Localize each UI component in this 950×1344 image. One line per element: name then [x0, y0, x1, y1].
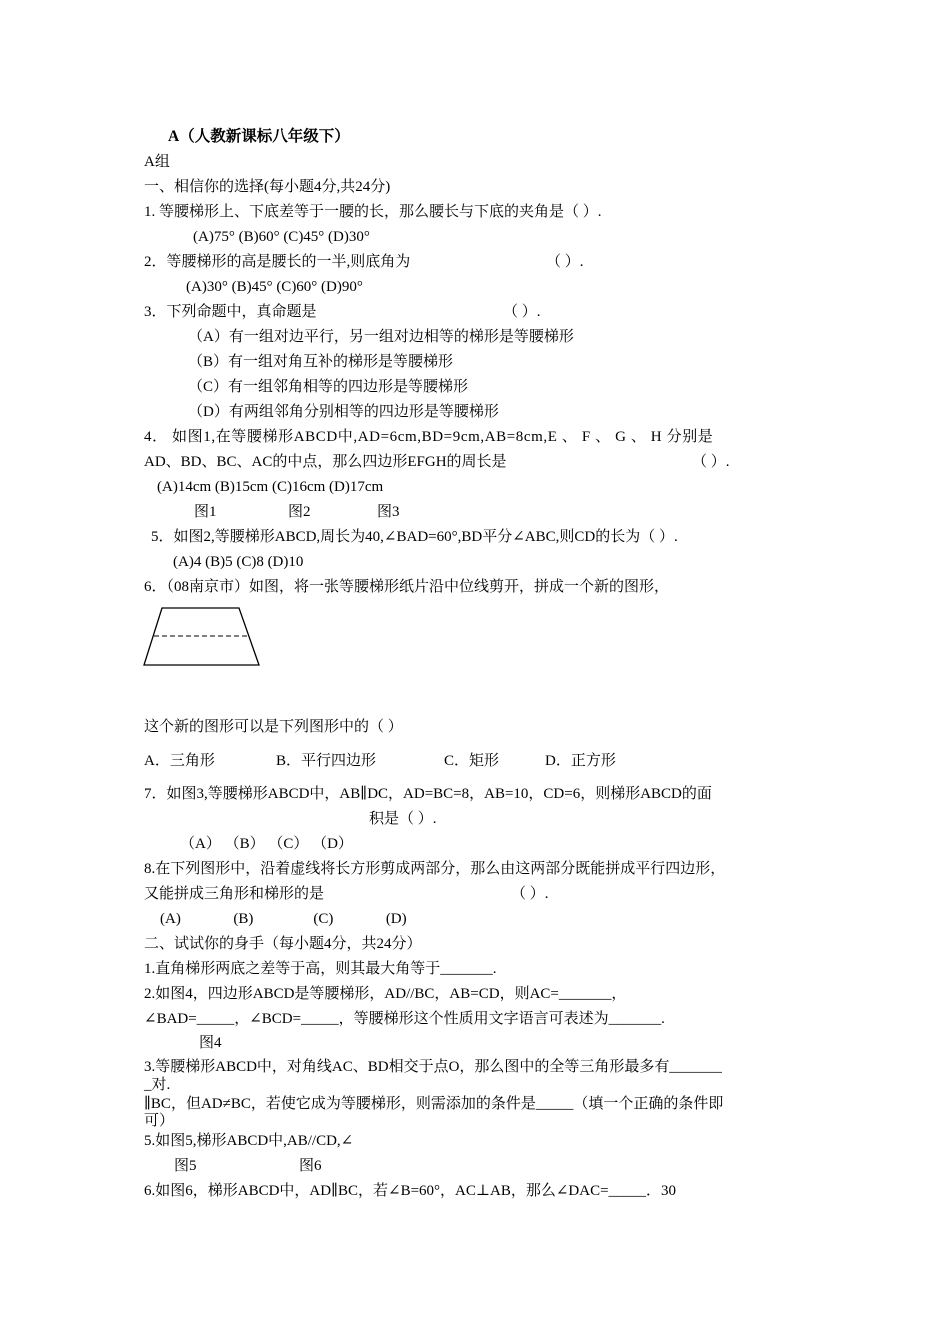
section1-heading: 一、相信你的选择(每小题4分,共24分): [144, 179, 391, 195]
q2-options: (A)30° (B)45° (C)60° (D)90°: [186, 279, 363, 295]
q7-options: （A） （B） （C） （D）: [180, 836, 353, 852]
s2-q4-line2: 可）: [144, 1113, 175, 1129]
q2-text: 2．等腰梯形的高是腰长的一半,则底角为: [144, 254, 411, 270]
s2-q5-text: 5.如图5,梯形ABCD中,AB//CD,∠: [144, 1133, 354, 1149]
q3-option-a: （A）有一组对边平行，另一组对边相等的梯形是等腰梯形: [188, 329, 574, 345]
s2-q2-line2: ∠BAD=_____，∠BCD=_____，等腰梯形这个性质用文字语言可表述为_______.: [144, 1011, 665, 1027]
s2-q2-line1: 2.如图4，四边形ABCD是等腰梯形，AD//BC，AB=CD，则AC=_______，: [144, 986, 627, 1002]
s2-q3-line1: 3.等腰梯形ABCD中，对角线AC、BD相交于点O，那么图中的全等三角形最多有_______: [144, 1059, 722, 1075]
figure-5-caption: 图5: [174, 1158, 197, 1174]
q4-line2: AD、BD、BC、AC的中点，那么四边形EFGH的周长是: [144, 454, 507, 470]
q4-options: (A)14cm (B)15cm (C)16cm (D)17cm: [157, 479, 384, 495]
figure-2-caption: 图2: [288, 504, 311, 520]
q8-options: (A) (B) (C) (D): [160, 911, 407, 927]
trapezoid-figure: [140, 600, 270, 670]
q8-line1: 8.在下列图形中，沿着虚线将长方形剪成两部分，那么由这两部分既能拼成平行四边形，: [144, 861, 726, 877]
q6-text-continued: 这个新的图形可以是下列图形中的（ ）: [144, 719, 403, 735]
q6-option-d: D．正方形: [545, 753, 616, 769]
s2-q4-line1: ∥BC，但AD≠BC，若使它成为等腰梯形，则需添加的条件是_____（填一个正确的条件即: [144, 1096, 724, 1112]
q2-bracket: （ ）.: [546, 254, 584, 270]
figure-6-caption: 图6: [299, 1158, 322, 1174]
q3-option-c: （C）有一组邻角相等的四边形是等腰梯形: [188, 379, 469, 395]
q4-bracket: （ ）.: [692, 454, 730, 470]
group-label: A组: [144, 154, 170, 170]
q3-bracket: （ ）.: [503, 304, 541, 320]
figure-3-caption: 图3: [377, 504, 400, 520]
trapezoid-outline: [144, 608, 259, 665]
q4-line1: 4． 如图1,在等腰梯形ABCD中,AD=6cm,BD=9cm,AB=8cm,E 、 F 、 G 、 H 分别是: [144, 429, 714, 445]
q7-line1: 7．如图3,等腰梯形ABCD中，AB∥DC，AD=BC=8，AB=10，CD=6，则梯形ABCD的面: [144, 786, 712, 802]
q8-bracket: （ ）.: [511, 886, 549, 902]
q5-text: 5．如图2,等腰梯形ABCD,周长为40,∠BAD=60°,BD平分∠ABC,则CD的长为（ ）.: [151, 529, 678, 545]
q6-text: 6．（08南京市）如图，将一张等腰梯形纸片沿中位线剪开，拼成一个新的图形，: [144, 579, 670, 595]
q1-options: (A)75° (B)60° (C)45° (D)30°: [193, 229, 370, 245]
q6-option-c: C．矩形: [444, 753, 500, 769]
s2-q6: 6.如图6，梯形ABCD中，AD∥BC，若∠B=60°，AC⊥AB，那么∠DAC=_____．30: [144, 1183, 677, 1199]
q8-line2: 又能拼成三角形和梯形的是: [144, 886, 325, 902]
q3-option-d: （D）有两组邻角分别相等的四边形是等腰梯形: [188, 404, 499, 420]
s2-q3-line2: _对.: [144, 1077, 171, 1093]
s2-q1: 1.直角梯形两底之差等于高，则其最大角等于_______.: [144, 961, 497, 977]
figure-1-caption: 图1: [194, 504, 217, 520]
section2-heading: 二、试试你的身手（每小题4分，共24分）: [144, 936, 422, 952]
q1-text: 1. 等腰梯形上、下底差等于一腰的长，那么腰长与下底的夹角是（ ）.: [144, 204, 602, 220]
page-title: A（人教新课标八年级下）: [168, 128, 350, 145]
q7-line2: 积是（ ）.: [369, 811, 437, 827]
q6-option-a: A．三角形: [144, 753, 215, 769]
q5-options: (A)4 (B)5 (C)8 (D)10: [173, 554, 304, 570]
figure-4-caption: 图4: [199, 1035, 222, 1051]
q6-option-b: B．平行四边形: [276, 753, 377, 769]
q3-text: 3．下列命题中，真命题是: [144, 304, 317, 320]
q3-option-b: （B）有一组对角互补的梯形是等腰梯形: [188, 354, 454, 370]
